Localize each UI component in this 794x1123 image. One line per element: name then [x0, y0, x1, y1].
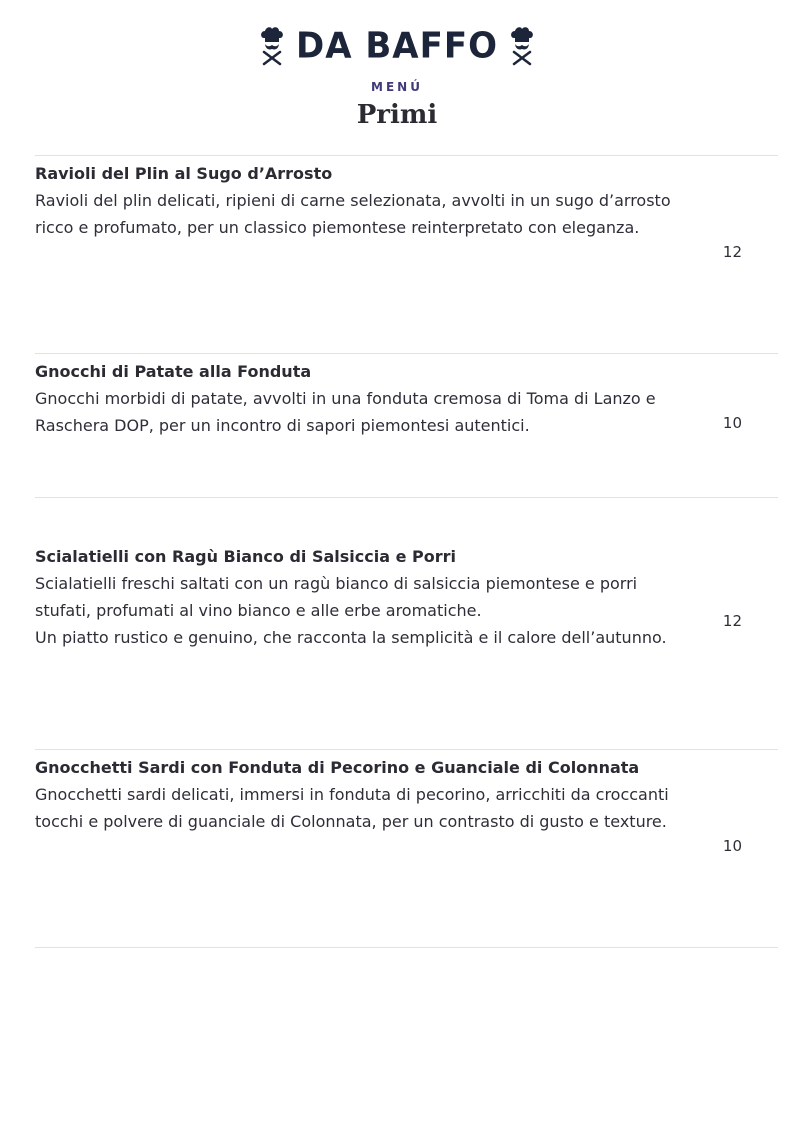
- item-name: Ravioli del Plin al Sugo d’Arrosto: [35, 164, 333, 183]
- item-description: Ravioli del plin delicati, ripieni di carne selezionata, avvolti in un sugo d’arrosto ricco e profumato, per un classico piemontese reinterpretato con eleganza.: [35, 191, 671, 237]
- menu-item: [35, 353, 778, 497]
- chef-hat-mustache-icon: [508, 26, 536, 66]
- menu-item: [35, 749, 778, 947]
- item-price: 10: [722, 414, 742, 432]
- section-title: Primi: [356, 100, 438, 130]
- item-price: 10: [722, 837, 742, 855]
- brand-name: DA BAFFO: [296, 25, 498, 67]
- menu-item: [35, 497, 778, 749]
- item-name: Scialatielli con Ragù Bianco di Salsiccia e Porri: [35, 547, 457, 566]
- chef-hat-mustache-icon: [258, 26, 286, 66]
- item-name: Gnocchi di Patate alla Fonduta: [35, 362, 312, 381]
- menu-label: MENÚ: [371, 80, 423, 94]
- item-price: 12: [722, 612, 742, 630]
- item-description: Scialatielli freschi saltati con un ragù bianco di salsiccia piemontese e porri stufati, profumati al vino bianco e alle erbe aromatiche. Un piatto rustico e genuino, che racconta la semplicità e il calore dell’autunno.: [35, 574, 667, 647]
- item-name: Gnocchetti Sardi con Fonduta di Pecorino e Guanciale di Colonnata: [35, 758, 640, 777]
- menu-header: [0, 24, 794, 130]
- brand-logo: [0, 24, 794, 68]
- item-description: Gnocchi morbidi di patate, avvolti in una fonduta cremosa di Toma di Lanzo e Raschera DOP, per un incontro di sapori piemontesi autentici.: [35, 389, 656, 435]
- divider: [35, 947, 778, 948]
- menu-item: [35, 155, 778, 353]
- menu-items-list: [35, 155, 778, 947]
- item-description: Gnocchetti sardi delicati, immersi in fonduta di pecorino, arricchiti da croccanti tocchi e polvere di guanciale di Colonnata, per un contrasto di gusto e texture.: [35, 785, 669, 831]
- item-price: 12: [722, 243, 742, 261]
